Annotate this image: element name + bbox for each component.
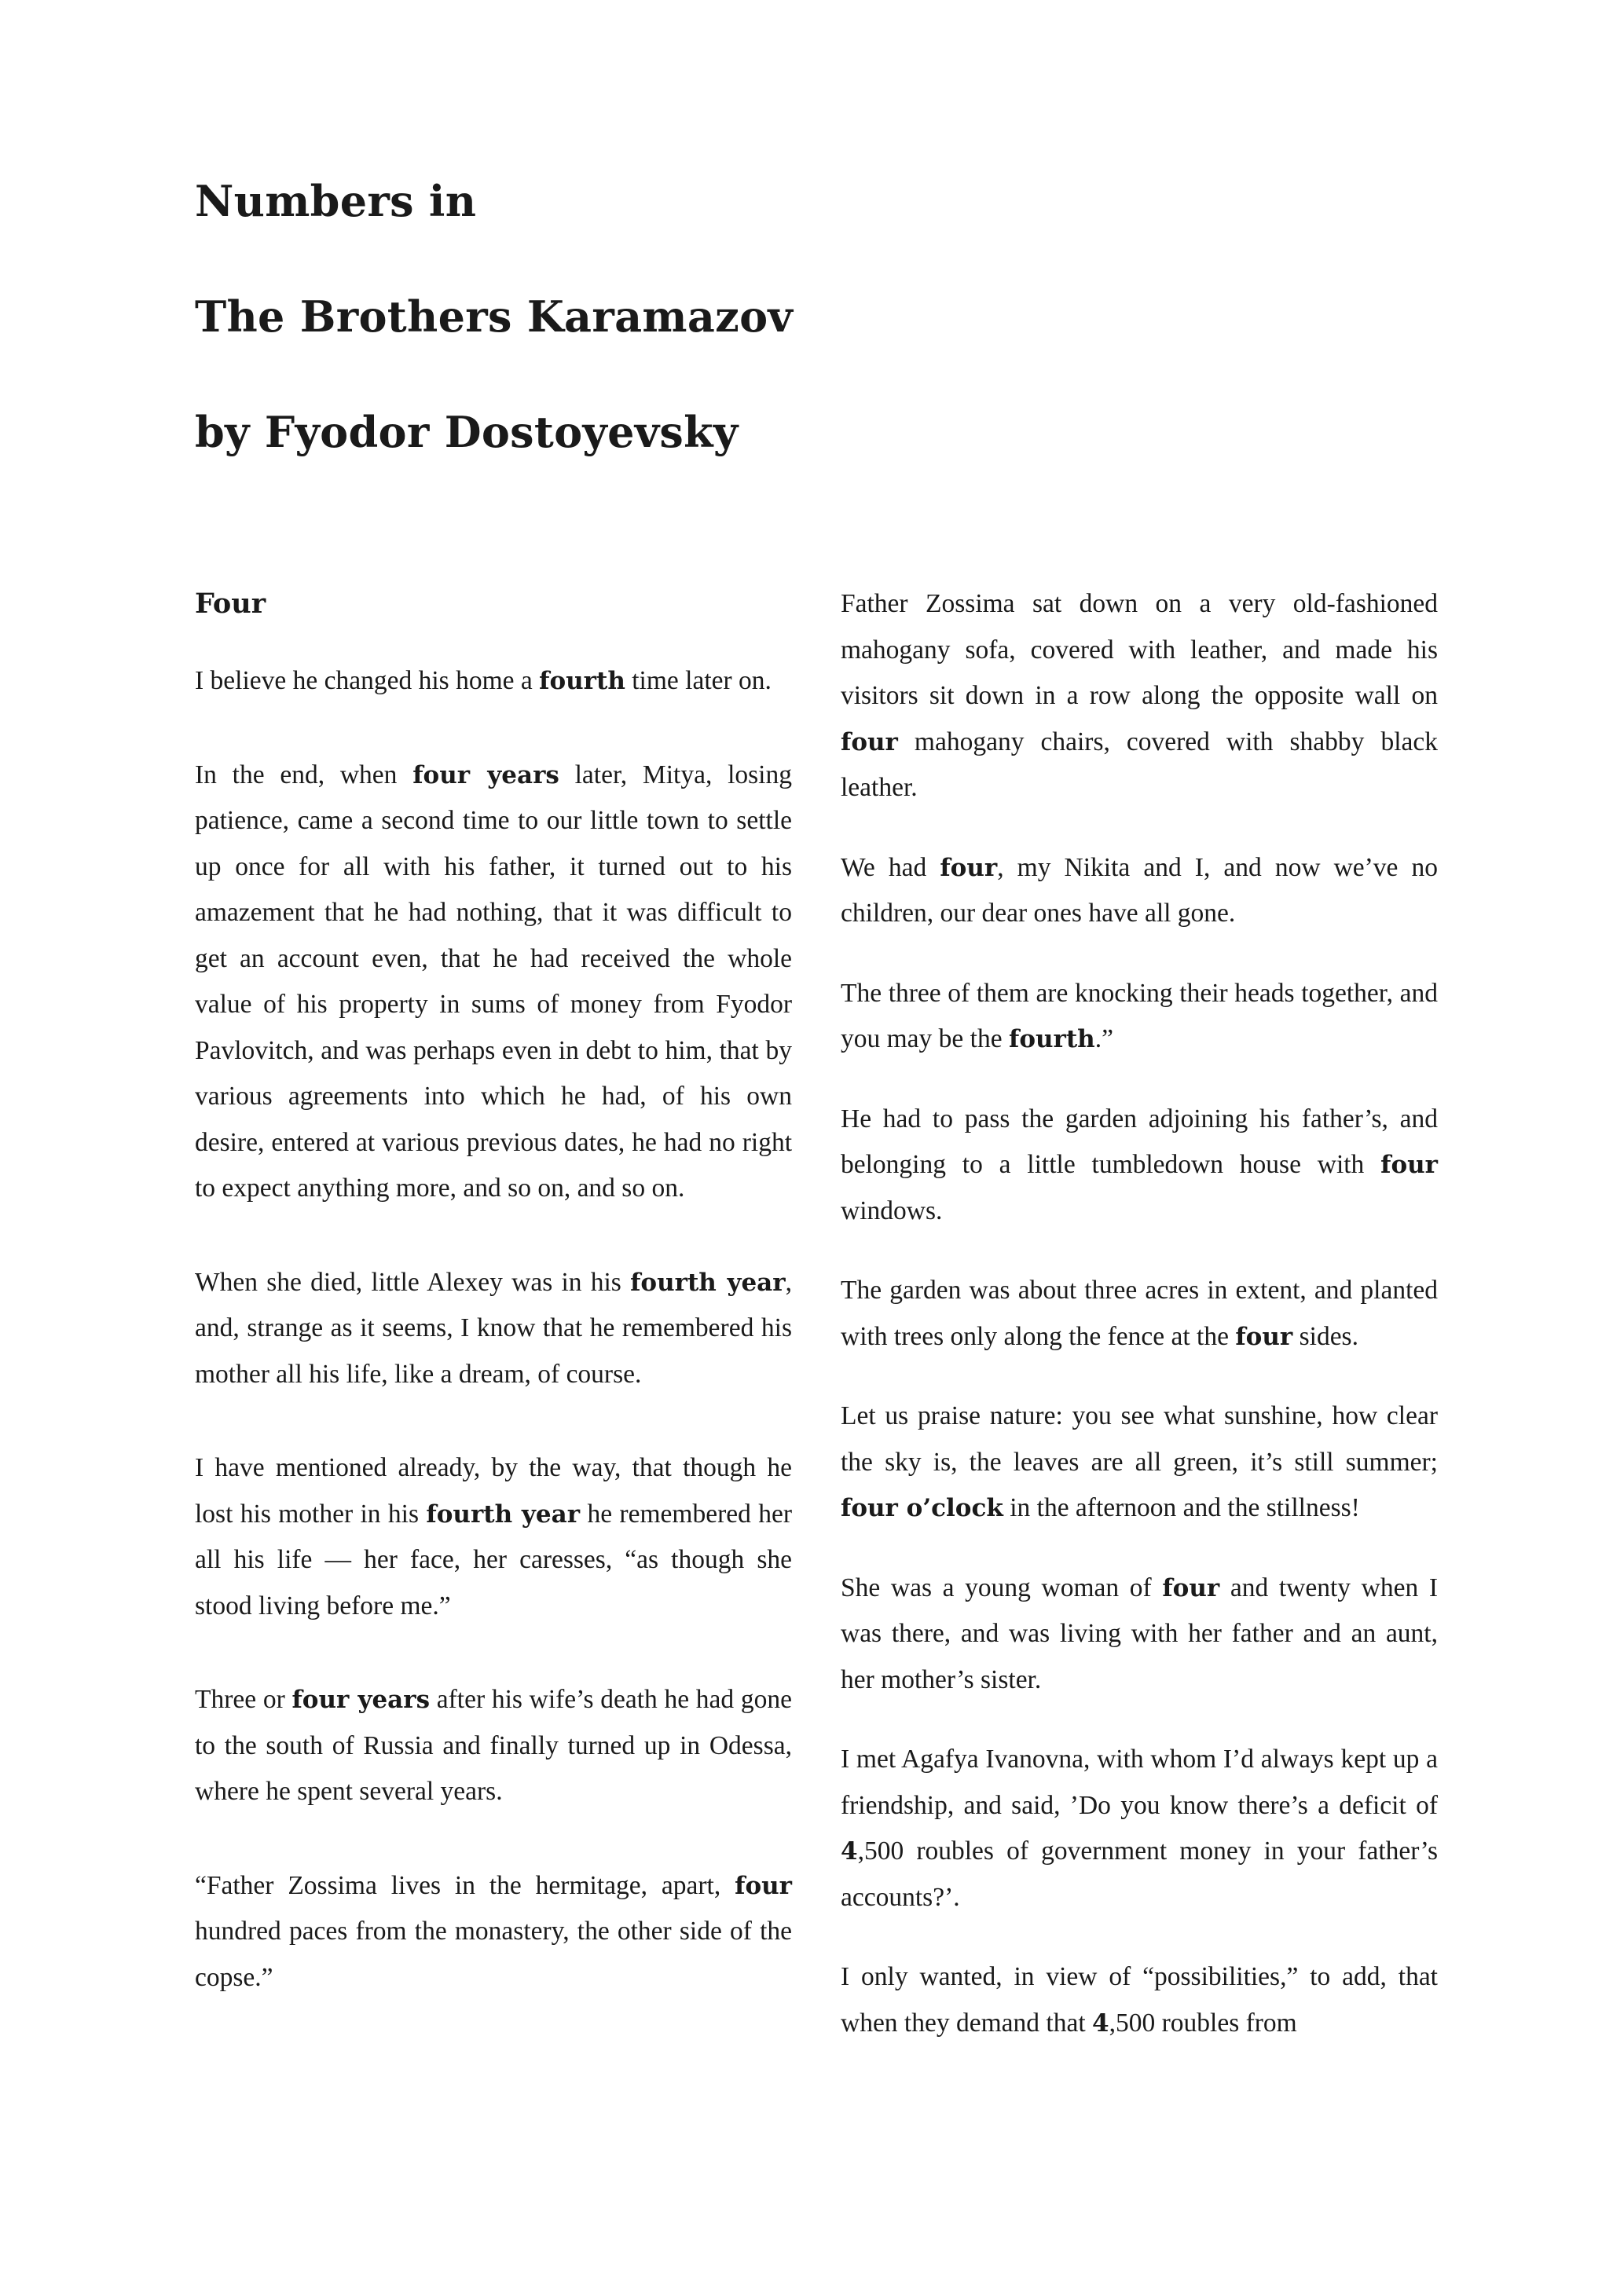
- paragraph-text: time later on.: [625, 666, 772, 695]
- quote-paragraph: [841, 845, 1438, 937]
- number-highlight: fourth: [539, 667, 625, 695]
- number-highlight: four: [1162, 1573, 1220, 1602]
- paragraph-text: Three or: [195, 1685, 292, 1714]
- quote-paragraph: [841, 1393, 1438, 1532]
- paragraph-text: The garden was about three acres in extent, and planted with trees only along the fence at the: [841, 1276, 1438, 1351]
- paragraph-text: in the afternoon and the stillness!: [1003, 1493, 1360, 1522]
- number-highlight: four: [1380, 1151, 1438, 1179]
- title-line-3: by Fyodor Dostoyevsky: [195, 407, 739, 457]
- number-highlight: 4: [1092, 2009, 1109, 2038]
- paragraph-text: I met Agafya Ivanovna, with whom I’d always kept up a friendship, and said, ’Do you know there’s a deficit of: [841, 1745, 1438, 1820]
- paragraph-text: Father Zossima sat down on a very old-fashioned mahogany sofa, covered with leather, and made his visitors sit down in a row along the opposite wall on: [841, 589, 1438, 710]
- paragraph-text: windows.: [841, 1196, 943, 1225]
- quote-paragraph: [195, 1445, 792, 1629]
- paragraph-text: .”: [1094, 1024, 1113, 1053]
- paragraph-text: mahogany chairs, covered with shabby black leather.: [841, 727, 1438, 802]
- quote-paragraph: [195, 1677, 792, 1815]
- paragraph-text: hundred paces from the monastery, the other side of the copse.”: [195, 1917, 792, 1992]
- section-heading: Four: [195, 588, 266, 620]
- paragraph-text: In the end, when: [195, 760, 413, 789]
- right-paragraphs: [841, 581, 1438, 2046]
- paragraph-text: sides.: [1292, 1321, 1358, 1351]
- paragraph-text: I only wanted, in view of “possibilities,” to add, that when they demand that: [841, 1962, 1438, 2038]
- paragraph-text: The three of them are knocking their heads together, and you may be the: [841, 978, 1438, 1053]
- paragraph-text: I have mentioned already, by the way, that though he lost his mother in his: [195, 1453, 792, 1529]
- left-paragraphs: [195, 658, 792, 2001]
- paragraph-text: after his wife’s death he had gone to the south of Russia and finally turned up in Odessa, where he spent several years.: [195, 1685, 792, 1806]
- paragraph-text: She was a young woman of: [841, 1573, 1163, 1602]
- paragraph-text: ,500 roubles from: [1109, 2008, 1297, 2038]
- paragraph-text: “Father Zossima lives in the hermitage, apart,: [195, 1870, 735, 1900]
- right-column: [841, 581, 1438, 2046]
- number-highlight: 4: [841, 1837, 858, 1866]
- paragraph-text: later, Mitya, losing patience, came a second time to our little town to settle up once for all with his father, it turned out to his amazement that he had nothing, that it was difficult to get an account even, that he had received the whole value of his property in sums of money from Fyodor Pavlovitch, and was perhaps even in debt to him, that by various agreements into which he had, of his own desire, entered at various previous dates, he had no right to expect anything more, and so on, and so on.: [195, 760, 792, 1203]
- quote-paragraph: [195, 1260, 792, 1398]
- number-highlight: fourth year: [426, 1500, 581, 1529]
- paragraph-text: When she died, little Alexey was in his: [195, 1267, 631, 1297]
- paragraph-text: Let us praise nature: you see what sunshine, how clear the sky is, the leaves are all green, it’s still summer;: [841, 1401, 1438, 1477]
- number-highlight: fourth: [1008, 1025, 1095, 1053]
- quote-paragraph: [841, 971, 1438, 1063]
- number-highlight: four years: [291, 1686, 431, 1714]
- quote-paragraph: [841, 581, 1438, 811]
- quote-paragraph: [195, 753, 792, 1212]
- number-highlight: four: [841, 727, 898, 756]
- document-title: [195, 178, 1452, 456]
- paragraph-text: , and, strange as it seems, I know that he remembered his mother all his life, like a dream, of course.: [195, 1267, 792, 1389]
- quote-paragraph: [841, 1097, 1438, 1235]
- quote-paragraph: [195, 1863, 792, 2001]
- paragraph-text: and twenty when I was there, and was living with her father and an aunt, her mother’s sister.: [841, 1573, 1439, 1694]
- paragraph-text: ,500 roubles of government money in your father’s accounts?’.: [841, 1836, 1438, 1912]
- number-highlight: four years: [412, 760, 559, 789]
- quote-paragraph: [841, 1565, 1438, 1704]
- paragraph-text: he remembered her all his life — her face, her caresses, “as though she stood living before me.”: [195, 1499, 792, 1620]
- quote-paragraph: [841, 1954, 1438, 2046]
- quote-paragraph: [841, 1268, 1438, 1360]
- quote-paragraph: [195, 658, 792, 705]
- number-highlight: four: [735, 1871, 792, 1900]
- title-line-2: The Brothers Karamazov: [195, 291, 794, 342]
- paragraph-text: He had to pass the garden adjoining his father’s, and belonging to a little tumbledown house with: [841, 1104, 1438, 1179]
- quote-paragraph: [841, 1737, 1438, 1921]
- paragraph-text: We had: [841, 852, 940, 882]
- number-highlight: fourth year: [630, 1268, 786, 1297]
- number-highlight: four o’clock: [841, 1494, 1003, 1522]
- number-highlight: four: [940, 853, 998, 882]
- left-column: [195, 581, 792, 2001]
- paragraph-text: , my Nikita and I, and now we’ve no children, our dear ones have all gone.: [841, 852, 1438, 928]
- number-highlight: four: [1235, 1322, 1293, 1351]
- paragraph-text: I believe he changed his home a: [195, 666, 540, 695]
- title-line-1: Numbers in: [195, 176, 477, 226]
